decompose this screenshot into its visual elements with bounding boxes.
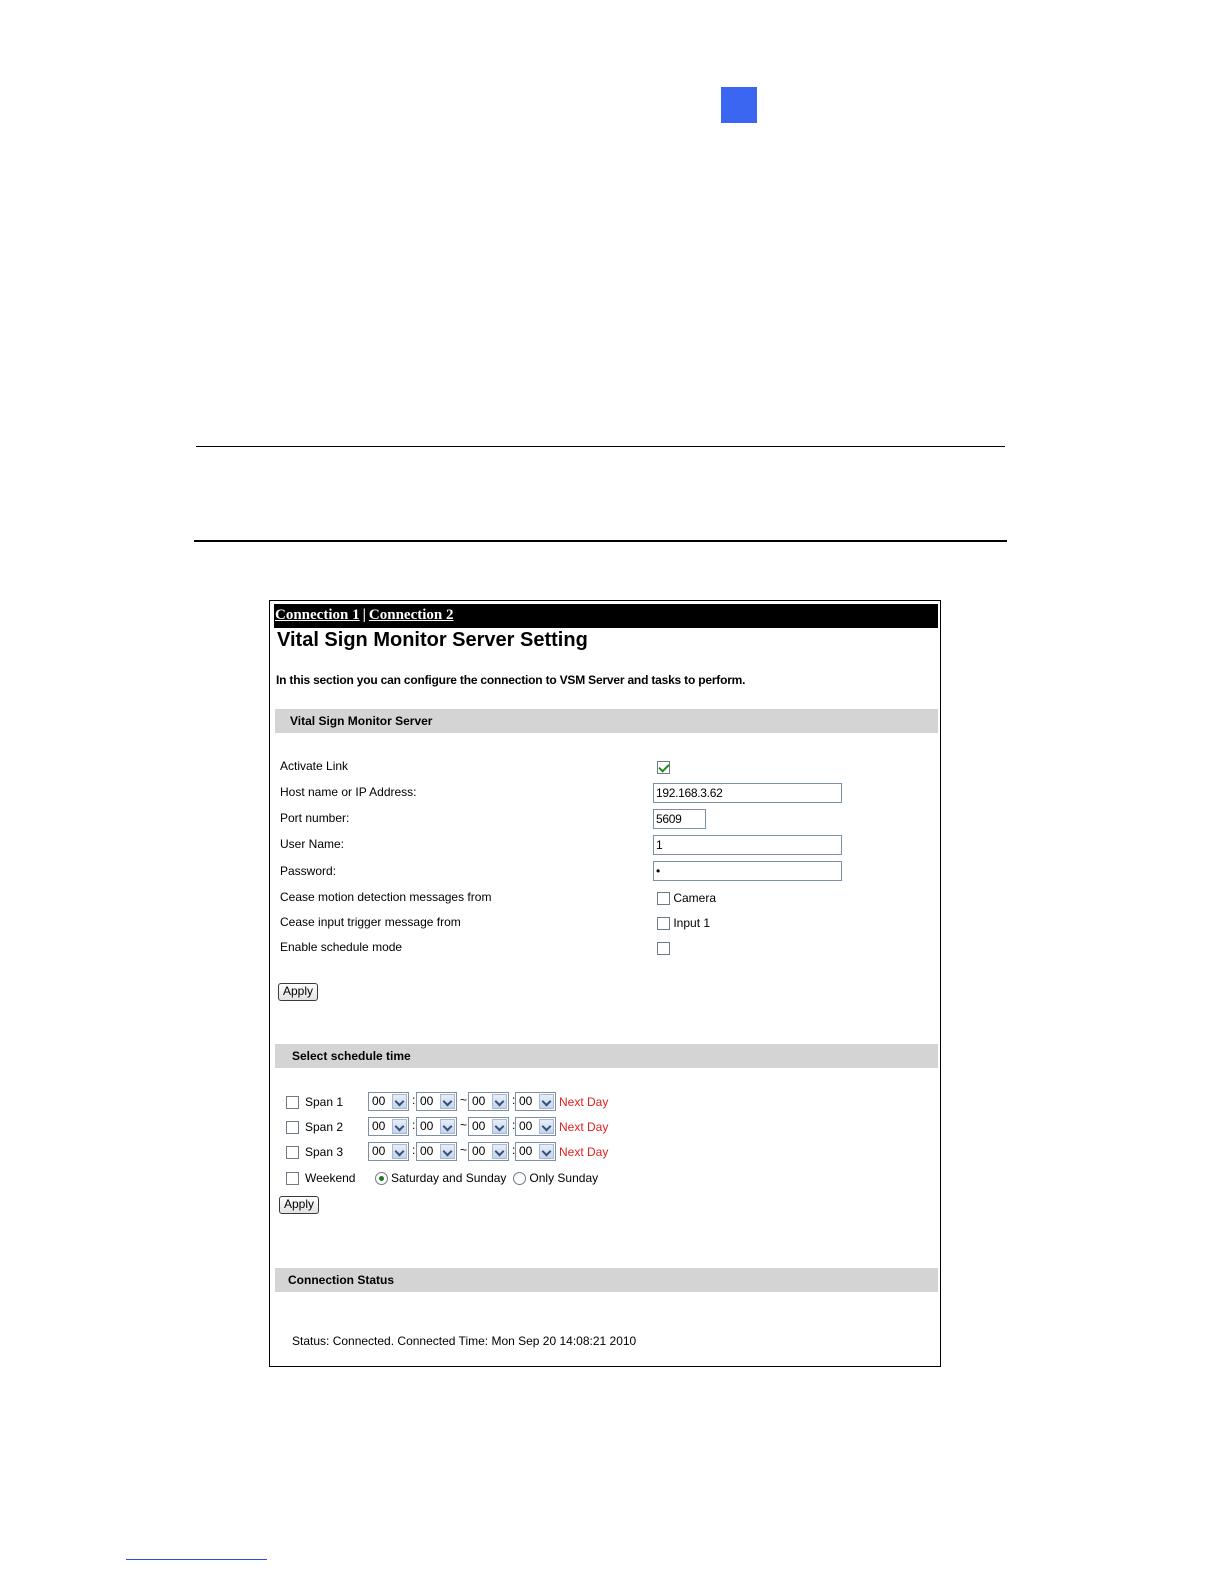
activate-link-checkbox[interactable] bbox=[657, 761, 670, 774]
span-3-label: Span 3 bbox=[305, 1145, 344, 1159]
weekend-label: Weekend bbox=[305, 1171, 356, 1185]
status-section-header: Connection Status bbox=[275, 1268, 938, 1292]
chevron-down-icon bbox=[539, 1144, 554, 1159]
chevron-down-icon bbox=[492, 1119, 507, 1134]
camera-checkbox[interactable] bbox=[657, 892, 670, 905]
span-2-label: Span 2 bbox=[305, 1120, 344, 1134]
span-3-start-minute-select[interactable]: 00 bbox=[416, 1142, 457, 1161]
activate-link-label: Activate Link bbox=[280, 759, 349, 773]
chevron-down-icon bbox=[440, 1094, 455, 1109]
schedule-mode-label: Enable schedule mode bbox=[280, 940, 403, 954]
connection-nav bbox=[274, 604, 938, 628]
colon: : bbox=[512, 1143, 516, 1157]
chevron-down-icon bbox=[492, 1144, 507, 1159]
nav-separator: | bbox=[362, 607, 366, 623]
radio-icon bbox=[513, 1172, 526, 1185]
user-name-label: User Name: bbox=[280, 837, 345, 851]
tilde: ~ bbox=[460, 1143, 468, 1157]
span-1-label: Span 1 bbox=[305, 1095, 344, 1109]
colon: : bbox=[412, 1143, 416, 1157]
chevron-down-icon bbox=[392, 1119, 407, 1134]
span-3-end-minute-select[interactable]: 00 bbox=[515, 1142, 556, 1161]
chevron-down-icon bbox=[392, 1094, 407, 1109]
span-2-end-hour-select[interactable]: 00 bbox=[468, 1117, 509, 1136]
span-3-row bbox=[286, 1142, 369, 1162]
input1-checkbox[interactable] bbox=[657, 917, 670, 930]
input1-option-label: Input 1 bbox=[673, 916, 711, 930]
colon: : bbox=[512, 1093, 516, 1107]
port-input[interactable]: 5609 bbox=[653, 809, 706, 829]
chevron-down-icon bbox=[392, 1144, 407, 1159]
host-input[interactable]: 192.168.3.62 bbox=[653, 783, 842, 803]
radio-icon-selected bbox=[375, 1172, 388, 1185]
span-1-row bbox=[286, 1092, 369, 1112]
span-1-start-minute-select[interactable]: 00 bbox=[416, 1092, 457, 1111]
schedule-section-header: Select schedule time bbox=[275, 1044, 938, 1068]
user-name-input[interactable]: 1 bbox=[653, 835, 842, 855]
divider-top bbox=[196, 446, 1005, 447]
password-input[interactable]: • bbox=[653, 861, 842, 881]
schedule-mode-checkbox[interactable] bbox=[657, 942, 670, 955]
motion-label: Cease motion detection messages from bbox=[280, 890, 492, 904]
schedule-apply-button[interactable]: Apply bbox=[279, 1196, 319, 1214]
span-1-checkbox[interactable] bbox=[286, 1096, 299, 1109]
connection-status-text: Status: Connected. Connected Time: Mon Sep 20 14:08:21 2010 bbox=[292, 1334, 637, 1348]
vsm-settings-screenshot bbox=[269, 600, 941, 1367]
connection-1-link[interactable]: Connection 1 bbox=[275, 607, 360, 623]
divider-bottom bbox=[194, 540, 1007, 542]
page-title: Vital Sign Monitor Server Setting bbox=[277, 629, 588, 651]
page-marker bbox=[721, 87, 757, 123]
span-3-end-hour-select[interactable]: 00 bbox=[468, 1142, 509, 1161]
colon: : bbox=[412, 1118, 416, 1132]
password-label: Password: bbox=[280, 864, 337, 878]
server-section-header: Vital Sign Monitor Server bbox=[275, 709, 938, 733]
host-label: Host name or IP Address: bbox=[280, 785, 417, 799]
chevron-down-icon bbox=[492, 1094, 507, 1109]
span-1-end-minute-select[interactable]: 00 bbox=[515, 1092, 556, 1111]
radio-only-sunday[interactable]: Only Sunday bbox=[513, 1171, 598, 1185]
weekend-checkbox[interactable] bbox=[286, 1172, 299, 1185]
server-apply-button[interactable]: Apply bbox=[278, 983, 318, 1001]
port-label: Port number: bbox=[280, 811, 350, 825]
span-1-start-hour-select[interactable]: 00 bbox=[368, 1092, 409, 1111]
tilde: ~ bbox=[460, 1118, 468, 1132]
span-3-start-hour-select[interactable]: 00 bbox=[368, 1142, 409, 1161]
span-2-start-minute-select[interactable]: 00 bbox=[416, 1117, 457, 1136]
radio-saturday-sunday[interactable]: Saturday and Sunday bbox=[375, 1171, 506, 1185]
camera-option-label: Camera bbox=[673, 891, 717, 905]
span-1-next-day: Next Day bbox=[559, 1095, 609, 1109]
chevron-down-icon bbox=[440, 1119, 455, 1134]
span-2-row bbox=[286, 1117, 369, 1137]
span-1-end-hour-select[interactable]: 00 bbox=[468, 1092, 509, 1111]
input-trigger-label: Cease input trigger message from bbox=[280, 915, 461, 929]
span-2-end-minute-select[interactable]: 00 bbox=[515, 1117, 556, 1136]
colon: : bbox=[512, 1118, 516, 1132]
span-3-checkbox[interactable] bbox=[286, 1146, 299, 1159]
page-intro: In this section you can configure the connection to VSM Server and tasks to perform. bbox=[276, 673, 746, 687]
weekend-row bbox=[286, 1168, 598, 1188]
connection-2-link[interactable]: Connection 2 bbox=[368, 607, 454, 623]
colon: : bbox=[412, 1093, 416, 1107]
chevron-down-icon bbox=[539, 1094, 554, 1109]
tilde: ~ bbox=[460, 1093, 468, 1107]
chevron-down-icon bbox=[440, 1144, 455, 1159]
span-2-start-hour-select[interactable]: 00 bbox=[368, 1117, 409, 1136]
span-2-next-day: Next Day bbox=[559, 1120, 609, 1134]
chevron-down-icon bbox=[539, 1119, 554, 1134]
footer-link-underline bbox=[126, 1559, 267, 1560]
span-2-checkbox[interactable] bbox=[286, 1121, 299, 1134]
span-3-next-day: Next Day bbox=[559, 1145, 609, 1159]
